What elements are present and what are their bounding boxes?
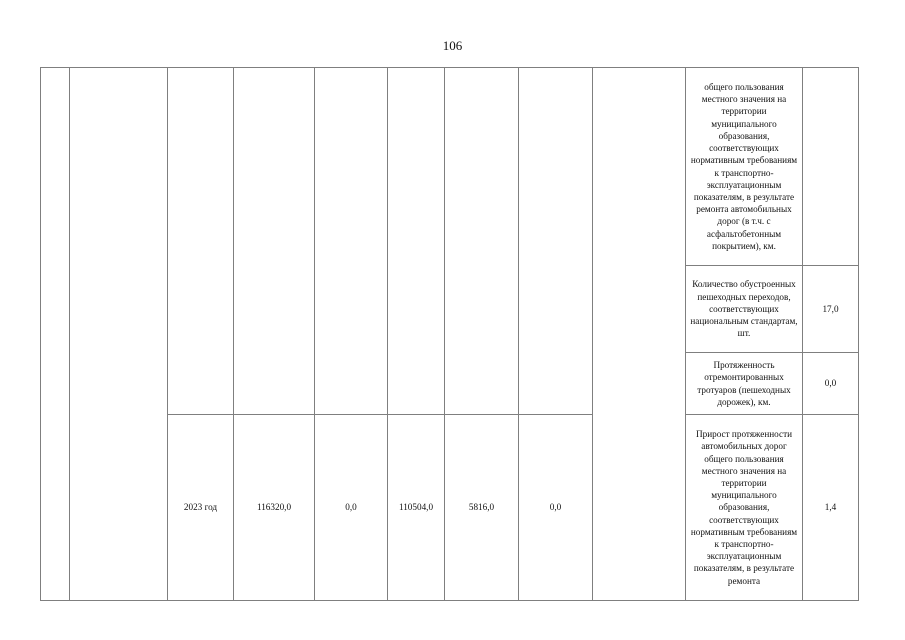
indicator-name: Количество обустроенных пешеходных переходов, соответствующих национальным стандартам, шт. xyxy=(686,266,803,353)
amount-cell-empty xyxy=(315,68,388,415)
indicator-name: Прирост протяженности автомобильных дорог общего пользования местного значения на территории муниципального образования, соответствующих нормативным требованиям к транспортно-эксплуатационным показателям, в результате ремонта xyxy=(686,415,803,601)
empty-cell xyxy=(41,68,70,601)
amount-cell: 110504,0 xyxy=(388,415,445,601)
indicator-value xyxy=(803,68,859,266)
page-number: 106 xyxy=(442,38,463,53)
indicator-value: 0,0 xyxy=(803,353,859,415)
indicator-name: Протяженность отремонтированных тротуаров (пешеходных дорожек), км. xyxy=(686,353,803,415)
table-row xyxy=(41,68,859,266)
empty-cell xyxy=(593,68,686,601)
amount-cell: 0,0 xyxy=(519,415,593,601)
year-cell: 2023 год xyxy=(168,415,234,601)
total-cell-empty xyxy=(234,68,315,415)
amount-cell: 0,0 xyxy=(315,415,388,601)
total-cell: 116320,0 xyxy=(234,415,315,601)
indicator-value: 1,4 xyxy=(803,415,859,601)
program-table xyxy=(40,67,859,601)
amount-cell-empty xyxy=(519,68,593,415)
amount-cell: 5816,0 xyxy=(445,415,519,601)
indicator-value: 17,0 xyxy=(803,266,859,353)
amount-cell-empty xyxy=(388,68,445,415)
indicator-name: общего пользования местного значения на территории муниципального образования, соответствующих нормативным требованиям к транспортно-эксплуатационным показателям, в результате ремонта автомобильных дорог (в т.ч. с асфальтобетонным покрытием), км. xyxy=(686,68,803,266)
amount-cell-empty xyxy=(445,68,519,415)
year-cell-empty xyxy=(168,68,234,415)
empty-cell xyxy=(70,68,168,601)
